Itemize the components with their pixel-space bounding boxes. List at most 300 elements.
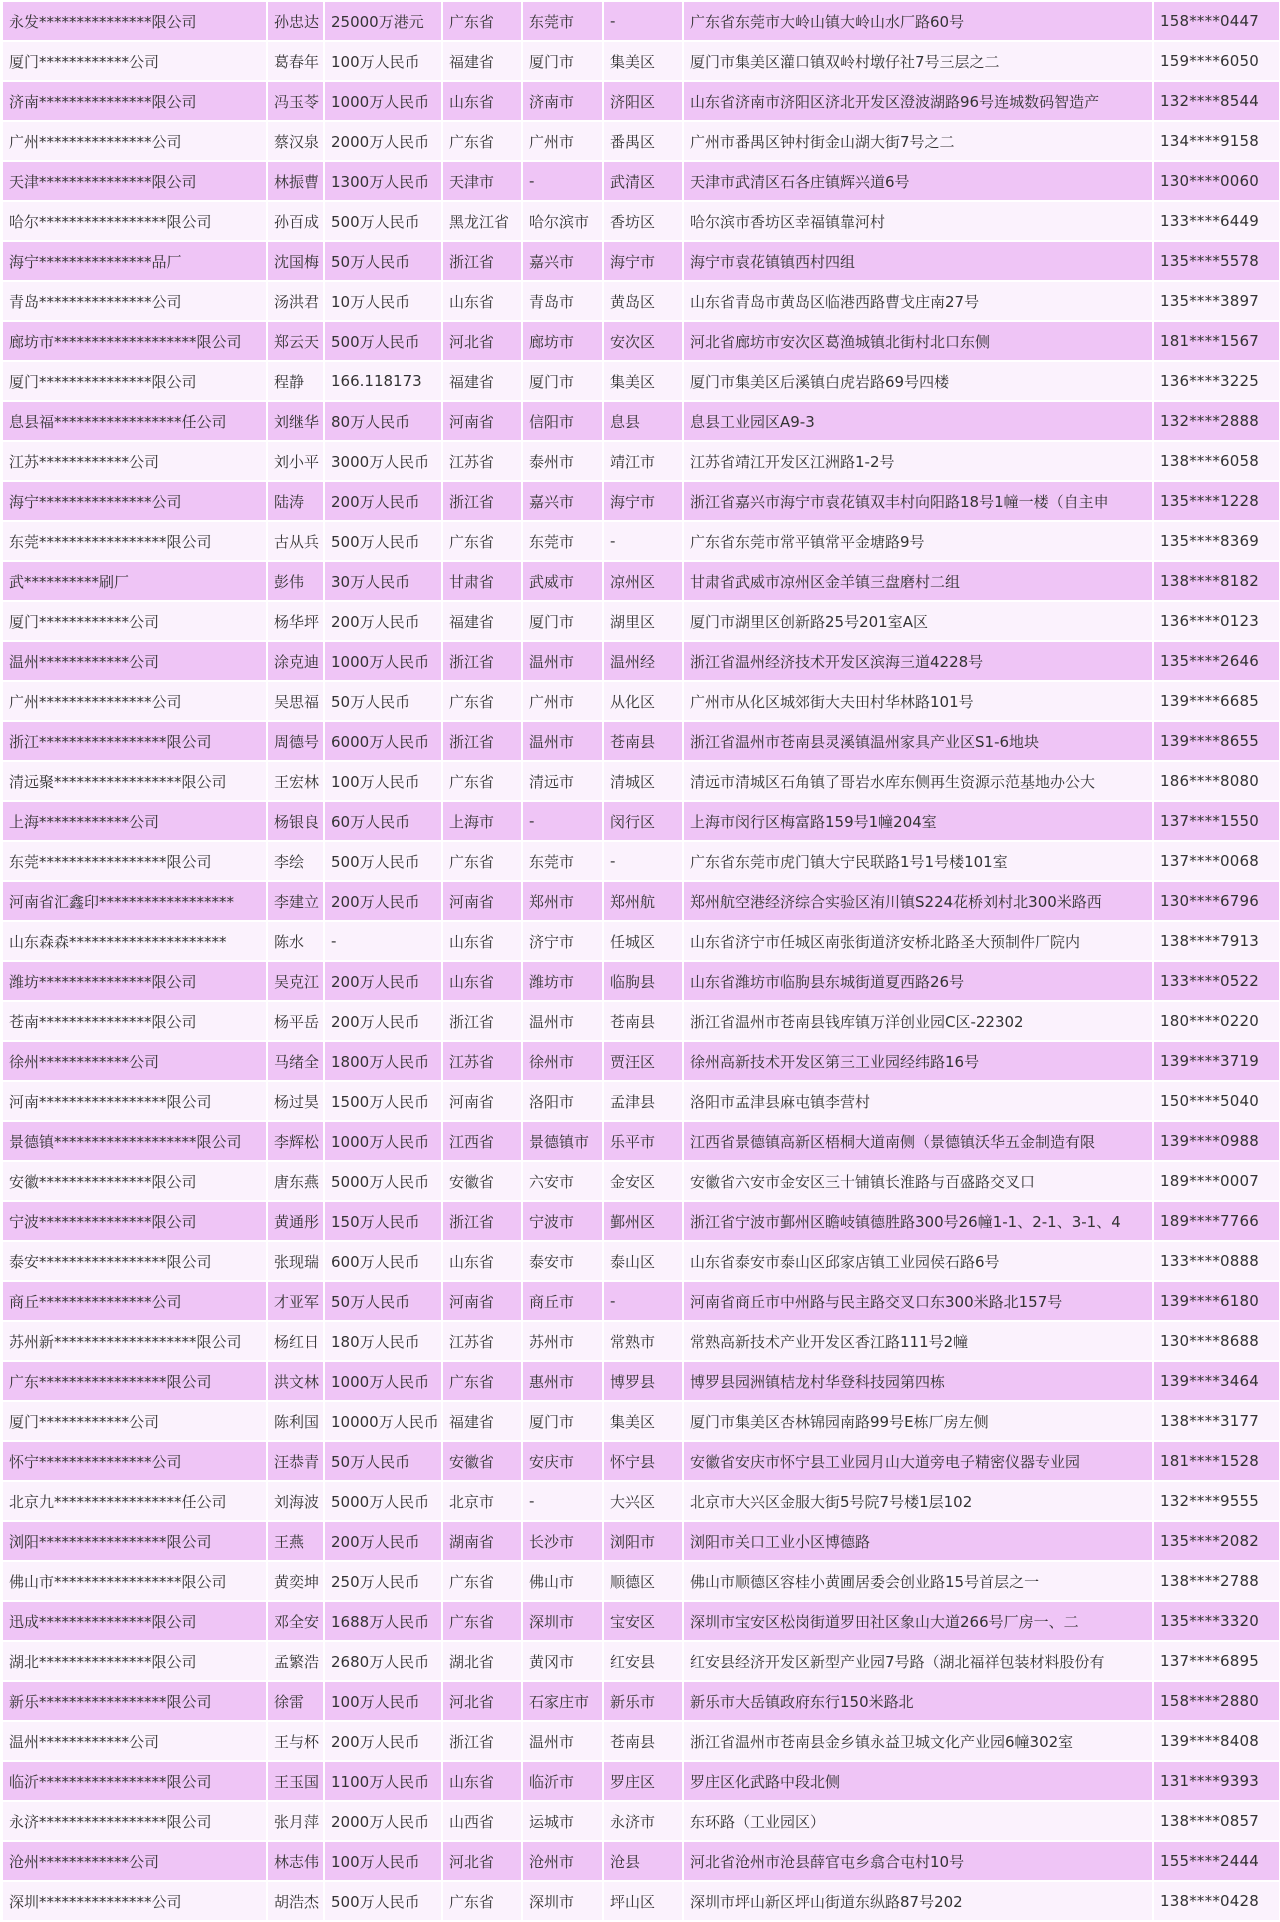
district-cell: 安次区 — [603, 321, 683, 361]
table-row — [2, 561, 1280, 601]
address-cell: 山东省潍坊市临朐县东城街道夏西路26号 — [683, 961, 1153, 1001]
province-cell: 广东省 — [442, 761, 522, 801]
city-cell: 景德镇市 — [522, 1121, 603, 1161]
district-cell: 苍南县 — [603, 721, 683, 761]
company-name-cell: 迅成***************限公司 — [2, 1601, 267, 1641]
province-cell: 广东省 — [442, 121, 522, 161]
company-name-cell: 怀宁***************公司 — [2, 1441, 267, 1481]
phone-cell: 133****6449 — [1153, 201, 1280, 241]
city-cell: 苏州市 — [522, 1321, 603, 1361]
district-cell: - — [603, 841, 683, 881]
address-cell: 山东省济南市济阳区济北开发区澄波湖路96号连城数码智造产 — [683, 81, 1153, 121]
contact-name-cell: 涂克迪 — [267, 641, 324, 681]
address-cell: 罗庄区化武路中段北侧 — [683, 1761, 1153, 1801]
phone-cell: 138****0857 — [1153, 1801, 1280, 1841]
province-cell: 广东省 — [442, 1881, 522, 1921]
table-row — [2, 1721, 1280, 1761]
contact-name-cell: 洪文林 — [267, 1361, 324, 1401]
table-row — [2, 681, 1280, 721]
registered-capital-cell: 2680万人民币 — [324, 1641, 442, 1681]
registered-capital-cell: 50万人民币 — [324, 241, 442, 281]
phone-cell: 138****6058 — [1153, 441, 1280, 481]
district-cell: 济阳区 — [603, 81, 683, 121]
contact-name-cell: 李辉松 — [267, 1121, 324, 1161]
district-cell: 罗庄区 — [603, 1761, 683, 1801]
phone-cell: 130****0060 — [1153, 161, 1280, 201]
phone-cell: 135****3320 — [1153, 1601, 1280, 1641]
province-cell: 江西省 — [442, 1121, 522, 1161]
registered-capital-cell: 200万人民币 — [324, 881, 442, 921]
address-cell: 安徽省安庆市怀宁县工业园月山大道旁电子精密仪器专业园 — [683, 1441, 1153, 1481]
company-name-cell: 广州***************公司 — [2, 121, 267, 161]
contact-name-cell: 吴思福 — [267, 681, 324, 721]
city-cell: - — [522, 161, 603, 201]
company-name-cell: 永发***************限公司 — [2, 1, 267, 41]
registered-capital-cell: 500万人民币 — [324, 321, 442, 361]
table-row — [2, 1441, 1280, 1481]
table-row — [2, 481, 1280, 521]
province-cell: 广东省 — [442, 841, 522, 881]
province-cell: 黑龙江省 — [442, 201, 522, 241]
city-cell: - — [522, 1481, 603, 1521]
contact-name-cell: 李建立 — [267, 881, 324, 921]
registered-capital-cell: 180万人民币 — [324, 1321, 442, 1361]
phone-cell: 186****8080 — [1153, 761, 1280, 801]
registered-capital-cell: 2000万人民币 — [324, 121, 442, 161]
city-cell: 广州市 — [522, 681, 603, 721]
phone-cell: 189****7766 — [1153, 1201, 1280, 1241]
registered-capital-cell: - — [324, 921, 442, 961]
district-cell: 海宁市 — [603, 481, 683, 521]
phone-cell: 135****8369 — [1153, 521, 1280, 561]
phone-cell: 158****0447 — [1153, 1, 1280, 41]
registered-capital-cell: 1688万人民币 — [324, 1601, 442, 1641]
address-cell: 广东省东莞市常平镇常平金塘路9号 — [683, 521, 1153, 561]
district-cell: 任城区 — [603, 921, 683, 961]
contact-name-cell: 吴克江 — [267, 961, 324, 1001]
contact-name-cell: 唐东燕 — [267, 1161, 324, 1201]
city-cell: 宁波市 — [522, 1201, 603, 1241]
company-name-cell: 上海************公司 — [2, 801, 267, 841]
address-cell: 天津市武清区石各庄镇辉兴道6号 — [683, 161, 1153, 201]
city-cell: 温州市 — [522, 1721, 603, 1761]
registered-capital-cell: 1500万人民币 — [324, 1081, 442, 1121]
address-cell: 清远市清城区石角镇了哥岩水库东侧再生资源示范基地办公大 — [683, 761, 1153, 801]
district-cell: 香坊区 — [603, 201, 683, 241]
province-cell: 河北省 — [442, 321, 522, 361]
registered-capital-cell: 100万人民币 — [324, 761, 442, 801]
province-cell: 山东省 — [442, 1241, 522, 1281]
company-name-cell: 河南*****************限公司 — [2, 1081, 267, 1121]
district-cell: 泰山区 — [603, 1241, 683, 1281]
address-cell: 博罗县园洲镇桔龙村华登科技园第四栋 — [683, 1361, 1153, 1401]
address-cell: 河北省廊坊市安次区葛渔城镇北街村北口东侧 — [683, 321, 1153, 361]
city-cell: 黄冈市 — [522, 1641, 603, 1681]
table-row — [2, 601, 1280, 641]
registered-capital-cell: 1300万人民币 — [324, 161, 442, 201]
city-cell: 石家庄市 — [522, 1681, 603, 1721]
table-row — [2, 441, 1280, 481]
city-cell: 清远市 — [522, 761, 603, 801]
table-row — [2, 161, 1280, 201]
address-cell: 徐州高新技术开发区第三工业园经纬路16号 — [683, 1041, 1153, 1081]
table-row — [2, 1001, 1280, 1041]
table-row — [2, 721, 1280, 761]
registered-capital-cell: 200万人民币 — [324, 1001, 442, 1041]
table-row — [2, 1881, 1280, 1921]
registered-capital-cell: 50万人民币 — [324, 681, 442, 721]
phone-cell: 137****6895 — [1153, 1641, 1280, 1681]
company-name-cell: 哈尔*****************限公司 — [2, 201, 267, 241]
contact-name-cell: 王燕 — [267, 1521, 324, 1561]
phone-cell: 180****0220 — [1153, 1001, 1280, 1041]
city-cell: 武威市 — [522, 561, 603, 601]
table-row — [2, 241, 1280, 281]
district-cell: 常熟市 — [603, 1321, 683, 1361]
district-cell: 坪山区 — [603, 1881, 683, 1921]
province-cell: 广东省 — [442, 1561, 522, 1601]
district-cell: 博罗县 — [603, 1361, 683, 1401]
contact-name-cell: 杨银良 — [267, 801, 324, 841]
company-name-cell: 息县福*****************任公司 — [2, 401, 267, 441]
province-cell: 山东省 — [442, 1761, 522, 1801]
contact-name-cell: 杨平岳 — [267, 1001, 324, 1041]
registered-capital-cell: 200万人民币 — [324, 1521, 442, 1561]
province-cell: 河北省 — [442, 1841, 522, 1881]
district-cell: 苍南县 — [603, 1001, 683, 1041]
company-name-cell: 海宁***************品厂 — [2, 241, 267, 281]
company-name-cell: 浙江*****************限公司 — [2, 721, 267, 761]
registered-capital-cell: 166.118173 — [324, 361, 442, 401]
company-name-cell: 清远聚*****************限公司 — [2, 761, 267, 801]
district-cell: 郑州航 — [603, 881, 683, 921]
phone-cell: 139****8408 — [1153, 1721, 1280, 1761]
company-name-cell: 海宁***************公司 — [2, 481, 267, 521]
district-cell: - — [603, 1281, 683, 1321]
phone-cell: 139****6180 — [1153, 1281, 1280, 1321]
contact-name-cell: 汪恭青 — [267, 1441, 324, 1481]
province-cell: 浙江省 — [442, 1721, 522, 1761]
contact-name-cell: 杨华坪 — [267, 601, 324, 641]
phone-cell: 138****8182 — [1153, 561, 1280, 601]
district-cell: 顺德区 — [603, 1561, 683, 1601]
contact-name-cell: 冯玉苓 — [267, 81, 324, 121]
registered-capital-cell: 80万人民币 — [324, 401, 442, 441]
table-row — [2, 1761, 1280, 1801]
registered-capital-cell: 60万人民币 — [324, 801, 442, 841]
contact-name-cell: 张现瑞 — [267, 1241, 324, 1281]
registered-capital-cell: 1000万人民币 — [324, 1121, 442, 1161]
registered-capital-cell: 200万人民币 — [324, 961, 442, 1001]
registered-capital-cell: 10万人民币 — [324, 281, 442, 321]
company-name-cell: 商丘***************公司 — [2, 1281, 267, 1321]
contact-name-cell: 杨过昊 — [267, 1081, 324, 1121]
registered-capital-cell: 6000万人民币 — [324, 721, 442, 761]
contact-name-cell: 杨红日 — [267, 1321, 324, 1361]
address-cell: 新乐市大岳镇政府东行150米路北 — [683, 1681, 1153, 1721]
phone-cell: 150****5040 — [1153, 1081, 1280, 1121]
address-cell: 浙江省嘉兴市海宁市袁花镇双丰村向阳路18号1幢一楼（自主申 — [683, 481, 1153, 521]
table-row — [2, 1321, 1280, 1361]
district-cell: 怀宁县 — [603, 1441, 683, 1481]
address-cell: 广州市番禺区钟村街金山湖大街7号之二 — [683, 121, 1153, 161]
city-cell: 信阳市 — [522, 401, 603, 441]
city-cell: - — [522, 801, 603, 841]
table-row — [2, 121, 1280, 161]
table-row — [2, 281, 1280, 321]
table-row — [2, 1681, 1280, 1721]
address-cell: 红安县经济开发区新型产业园7号路（湖北福祥包装材料股份有 — [683, 1641, 1153, 1681]
registered-capital-cell: 600万人民币 — [324, 1241, 442, 1281]
district-cell: 凉州区 — [603, 561, 683, 601]
company-name-cell: 厦门************公司 — [2, 41, 267, 81]
phone-cell: 135****1228 — [1153, 481, 1280, 521]
district-cell: 乐平市 — [603, 1121, 683, 1161]
district-cell: 集美区 — [603, 1401, 683, 1441]
company-name-cell: 江苏************公司 — [2, 441, 267, 481]
phone-cell: 132****8544 — [1153, 81, 1280, 121]
table-row — [2, 401, 1280, 441]
phone-cell: 138****2788 — [1153, 1561, 1280, 1601]
table-row — [2, 641, 1280, 681]
company-name-cell: 河南省汇鑫印****************** — [2, 881, 267, 921]
company-name-cell: 永济*****************限公司 — [2, 1801, 267, 1841]
province-cell: 湖北省 — [442, 1641, 522, 1681]
table-row — [2, 361, 1280, 401]
registered-capital-cell: 500万人民币 — [324, 521, 442, 561]
phone-cell: 189****0007 — [1153, 1161, 1280, 1201]
registered-capital-cell: 25000万港元 — [324, 1, 442, 41]
district-cell: 浏阳市 — [603, 1521, 683, 1561]
city-cell: 东莞市 — [522, 841, 603, 881]
table-row — [2, 1041, 1280, 1081]
company-name-cell: 广东*****************限公司 — [2, 1361, 267, 1401]
province-cell: 江苏省 — [442, 441, 522, 481]
district-cell: 闵行区 — [603, 801, 683, 841]
contact-name-cell: 林志伟 — [267, 1841, 324, 1881]
contact-name-cell: 李绘 — [267, 841, 324, 881]
company-name-cell: 济南***************限公司 — [2, 81, 267, 121]
district-cell: 金安区 — [603, 1161, 683, 1201]
company-name-cell: 厦门************公司 — [2, 601, 267, 641]
province-cell: 湖南省 — [442, 1521, 522, 1561]
contact-name-cell: 周德号 — [267, 721, 324, 761]
province-cell: 福建省 — [442, 1401, 522, 1441]
address-cell: 厦门市湖里区创新路25号201室A区 — [683, 601, 1153, 641]
company-name-cell: 天津***************限公司 — [2, 161, 267, 201]
registered-capital-cell: 100万人民币 — [324, 1841, 442, 1881]
province-cell: 山东省 — [442, 81, 522, 121]
table-row — [2, 1601, 1280, 1641]
city-cell: 安庆市 — [522, 1441, 603, 1481]
table-body — [2, 1, 1280, 1921]
contact-name-cell: 王宏林 — [267, 761, 324, 801]
registered-capital-cell: 500万人民币 — [324, 1881, 442, 1921]
address-cell: 深圳市宝安区松岗街道罗田社区象山大道266号厂房一、二 — [683, 1601, 1153, 1641]
phone-cell: 139****6685 — [1153, 681, 1280, 721]
phone-cell: 158****2880 — [1153, 1681, 1280, 1721]
address-cell: 广东省东莞市大岭山镇大岭山水厂路60号 — [683, 1, 1153, 41]
province-cell: 福建省 — [442, 361, 522, 401]
table-row — [2, 881, 1280, 921]
province-cell: 浙江省 — [442, 1201, 522, 1241]
table-row — [2, 1361, 1280, 1401]
phone-cell: 155****2444 — [1153, 1841, 1280, 1881]
district-cell: 贾汪区 — [603, 1041, 683, 1081]
company-name-cell: 苏州新*******************限公司 — [2, 1321, 267, 1361]
contact-name-cell: 黄通彤 — [267, 1201, 324, 1241]
province-cell: 广东省 — [442, 1, 522, 41]
address-cell: 浙江省宁波市鄞州区瞻岐镇德胜路300号26幢1-1、2-1、3-1、4 — [683, 1201, 1153, 1241]
city-cell: 郑州市 — [522, 881, 603, 921]
registered-capital-cell: 1000万人民币 — [324, 641, 442, 681]
district-cell: 集美区 — [603, 361, 683, 401]
address-cell: 海宁市袁花镇镇西村四组 — [683, 241, 1153, 281]
district-cell: - — [603, 1, 683, 41]
phone-cell: 139****3464 — [1153, 1361, 1280, 1401]
phone-cell: 133****0522 — [1153, 961, 1280, 1001]
address-cell: 哈尔滨市香坊区幸福镇靠河村 — [683, 201, 1153, 241]
address-cell: 北京市大兴区金服大街5号院7号楼1层102 — [683, 1481, 1153, 1521]
registered-capital-cell: 1000万人民币 — [324, 81, 442, 121]
contact-name-cell: 张月萍 — [267, 1801, 324, 1841]
company-name-cell: 东莞*****************限公司 — [2, 841, 267, 881]
district-cell: 沧县 — [603, 1841, 683, 1881]
province-cell: 福建省 — [442, 41, 522, 81]
contact-name-cell: 林振曹 — [267, 161, 324, 201]
phone-cell: 134****9158 — [1153, 121, 1280, 161]
contact-name-cell: 刘继华 — [267, 401, 324, 441]
contact-name-cell: 胡浩杰 — [267, 1881, 324, 1921]
contact-name-cell: 刘海波 — [267, 1481, 324, 1521]
registered-capital-cell: 200万人民币 — [324, 1721, 442, 1761]
company-name-cell: 广州***************公司 — [2, 681, 267, 721]
contact-name-cell: 王玉国 — [267, 1761, 324, 1801]
district-cell: 息县 — [603, 401, 683, 441]
district-cell: 集美区 — [603, 41, 683, 81]
contact-name-cell: 彭伟 — [267, 561, 324, 601]
city-cell: 沧州市 — [522, 1841, 603, 1881]
province-cell: 广东省 — [442, 1601, 522, 1641]
phone-cell: 132****2888 — [1153, 401, 1280, 441]
registered-capital-cell: 1000万人民币 — [324, 1361, 442, 1401]
registered-capital-cell: 1800万人民币 — [324, 1041, 442, 1081]
company-name-cell: 湖北***************限公司 — [2, 1641, 267, 1681]
city-cell: 东莞市 — [522, 521, 603, 561]
province-cell: 甘肃省 — [442, 561, 522, 601]
contact-name-cell: 马绪全 — [267, 1041, 324, 1081]
city-cell: 泰州市 — [522, 441, 603, 481]
registered-capital-cell: 100万人民币 — [324, 1681, 442, 1721]
phone-cell: 133****0888 — [1153, 1241, 1280, 1281]
address-cell: 广州市从化区城郊街大夫田村华林路101号 — [683, 681, 1153, 721]
contact-name-cell: 刘小平 — [267, 441, 324, 481]
province-cell: 河南省 — [442, 1281, 522, 1321]
district-cell: 大兴区 — [603, 1481, 683, 1521]
phone-cell: 138****3177 — [1153, 1401, 1280, 1441]
contact-name-cell: 葛春年 — [267, 41, 324, 81]
contact-name-cell: 陈水 — [267, 921, 324, 961]
table-row — [2, 1641, 1280, 1681]
province-cell: 安徽省 — [442, 1161, 522, 1201]
table-row — [2, 761, 1280, 801]
district-cell: 武清区 — [603, 161, 683, 201]
contact-name-cell: 郑云天 — [267, 321, 324, 361]
table-row — [2, 801, 1280, 841]
contact-name-cell: 孙百成 — [267, 201, 324, 241]
table-row — [2, 201, 1280, 241]
district-cell: 孟津县 — [603, 1081, 683, 1121]
registered-capital-cell: 500万人民币 — [324, 841, 442, 881]
phone-cell: 135****5578 — [1153, 241, 1280, 281]
city-cell: 洛阳市 — [522, 1081, 603, 1121]
province-cell: 天津市 — [442, 161, 522, 201]
city-cell: 长沙市 — [522, 1521, 603, 1561]
phone-cell: 137****0068 — [1153, 841, 1280, 881]
district-cell: 红安县 — [603, 1641, 683, 1681]
company-name-cell: 临沂*****************限公司 — [2, 1761, 267, 1801]
contact-name-cell: 陈利国 — [267, 1401, 324, 1441]
district-cell: 湖里区 — [603, 601, 683, 641]
address-cell: 江苏省靖江开发区江洲路1-2号 — [683, 441, 1153, 481]
province-cell: 上海市 — [442, 801, 522, 841]
province-cell: 江苏省 — [442, 1041, 522, 1081]
province-cell: 广东省 — [442, 521, 522, 561]
table-row — [2, 521, 1280, 561]
table-row — [2, 1841, 1280, 1881]
district-cell: 永济市 — [603, 1801, 683, 1841]
city-cell: 六安市 — [522, 1161, 603, 1201]
address-cell: 江西省景德镇高新区梧桐大道南侧（景德镇沃华五金制造有限 — [683, 1121, 1153, 1161]
province-cell: 江苏省 — [442, 1321, 522, 1361]
registered-capital-cell: 200万人民币 — [324, 601, 442, 641]
address-cell: 河南省商丘市中州路与民主路交叉口东300米路北157号 — [683, 1281, 1153, 1321]
phone-cell: 137****1550 — [1153, 801, 1280, 841]
registered-capital-cell: 500万人民币 — [324, 201, 442, 241]
company-name-cell: 青岛***************公司 — [2, 281, 267, 321]
city-cell: 厦门市 — [522, 41, 603, 81]
table-row — [2, 321, 1280, 361]
province-cell: 浙江省 — [442, 721, 522, 761]
city-cell: 东莞市 — [522, 1, 603, 41]
phone-cell: 130****6796 — [1153, 881, 1280, 921]
table-row — [2, 1201, 1280, 1241]
contact-name-cell: 才亚军 — [267, 1281, 324, 1321]
district-cell: 海宁市 — [603, 241, 683, 281]
province-cell: 广东省 — [442, 1361, 522, 1401]
table-row — [2, 841, 1280, 881]
company-name-cell: 安徽***************限公司 — [2, 1161, 267, 1201]
company-name-cell: 北京九*****************任公司 — [2, 1481, 267, 1521]
address-cell: 厦门市集美区灌口镇双岭村墩仔社7号三层之二 — [683, 41, 1153, 81]
address-cell: 广东省东莞市虎门镇大宁民联路1号1号楼101室 — [683, 841, 1153, 881]
company-name-cell: 泰安*****************限公司 — [2, 1241, 267, 1281]
table-row — [2, 1281, 1280, 1321]
city-cell: 徐州市 — [522, 1041, 603, 1081]
address-cell: 甘肃省武威市凉州区金羊镇三盘磨村二组 — [683, 561, 1153, 601]
province-cell: 浙江省 — [442, 641, 522, 681]
district-cell: - — [603, 521, 683, 561]
contact-name-cell: 沈国梅 — [267, 241, 324, 281]
district-cell: 新乐市 — [603, 1681, 683, 1721]
table-row — [2, 1241, 1280, 1281]
city-cell: 温州市 — [522, 721, 603, 761]
company-name-cell: 佛山市*****************限公司 — [2, 1561, 267, 1601]
city-cell: 厦门市 — [522, 601, 603, 641]
address-cell: 厦门市集美区后溪镇白虎岩路69号四楼 — [683, 361, 1153, 401]
address-cell: 常熟高新技术产业开发区香江路111号2幢 — [683, 1321, 1153, 1361]
registered-capital-cell: 1100万人民币 — [324, 1761, 442, 1801]
